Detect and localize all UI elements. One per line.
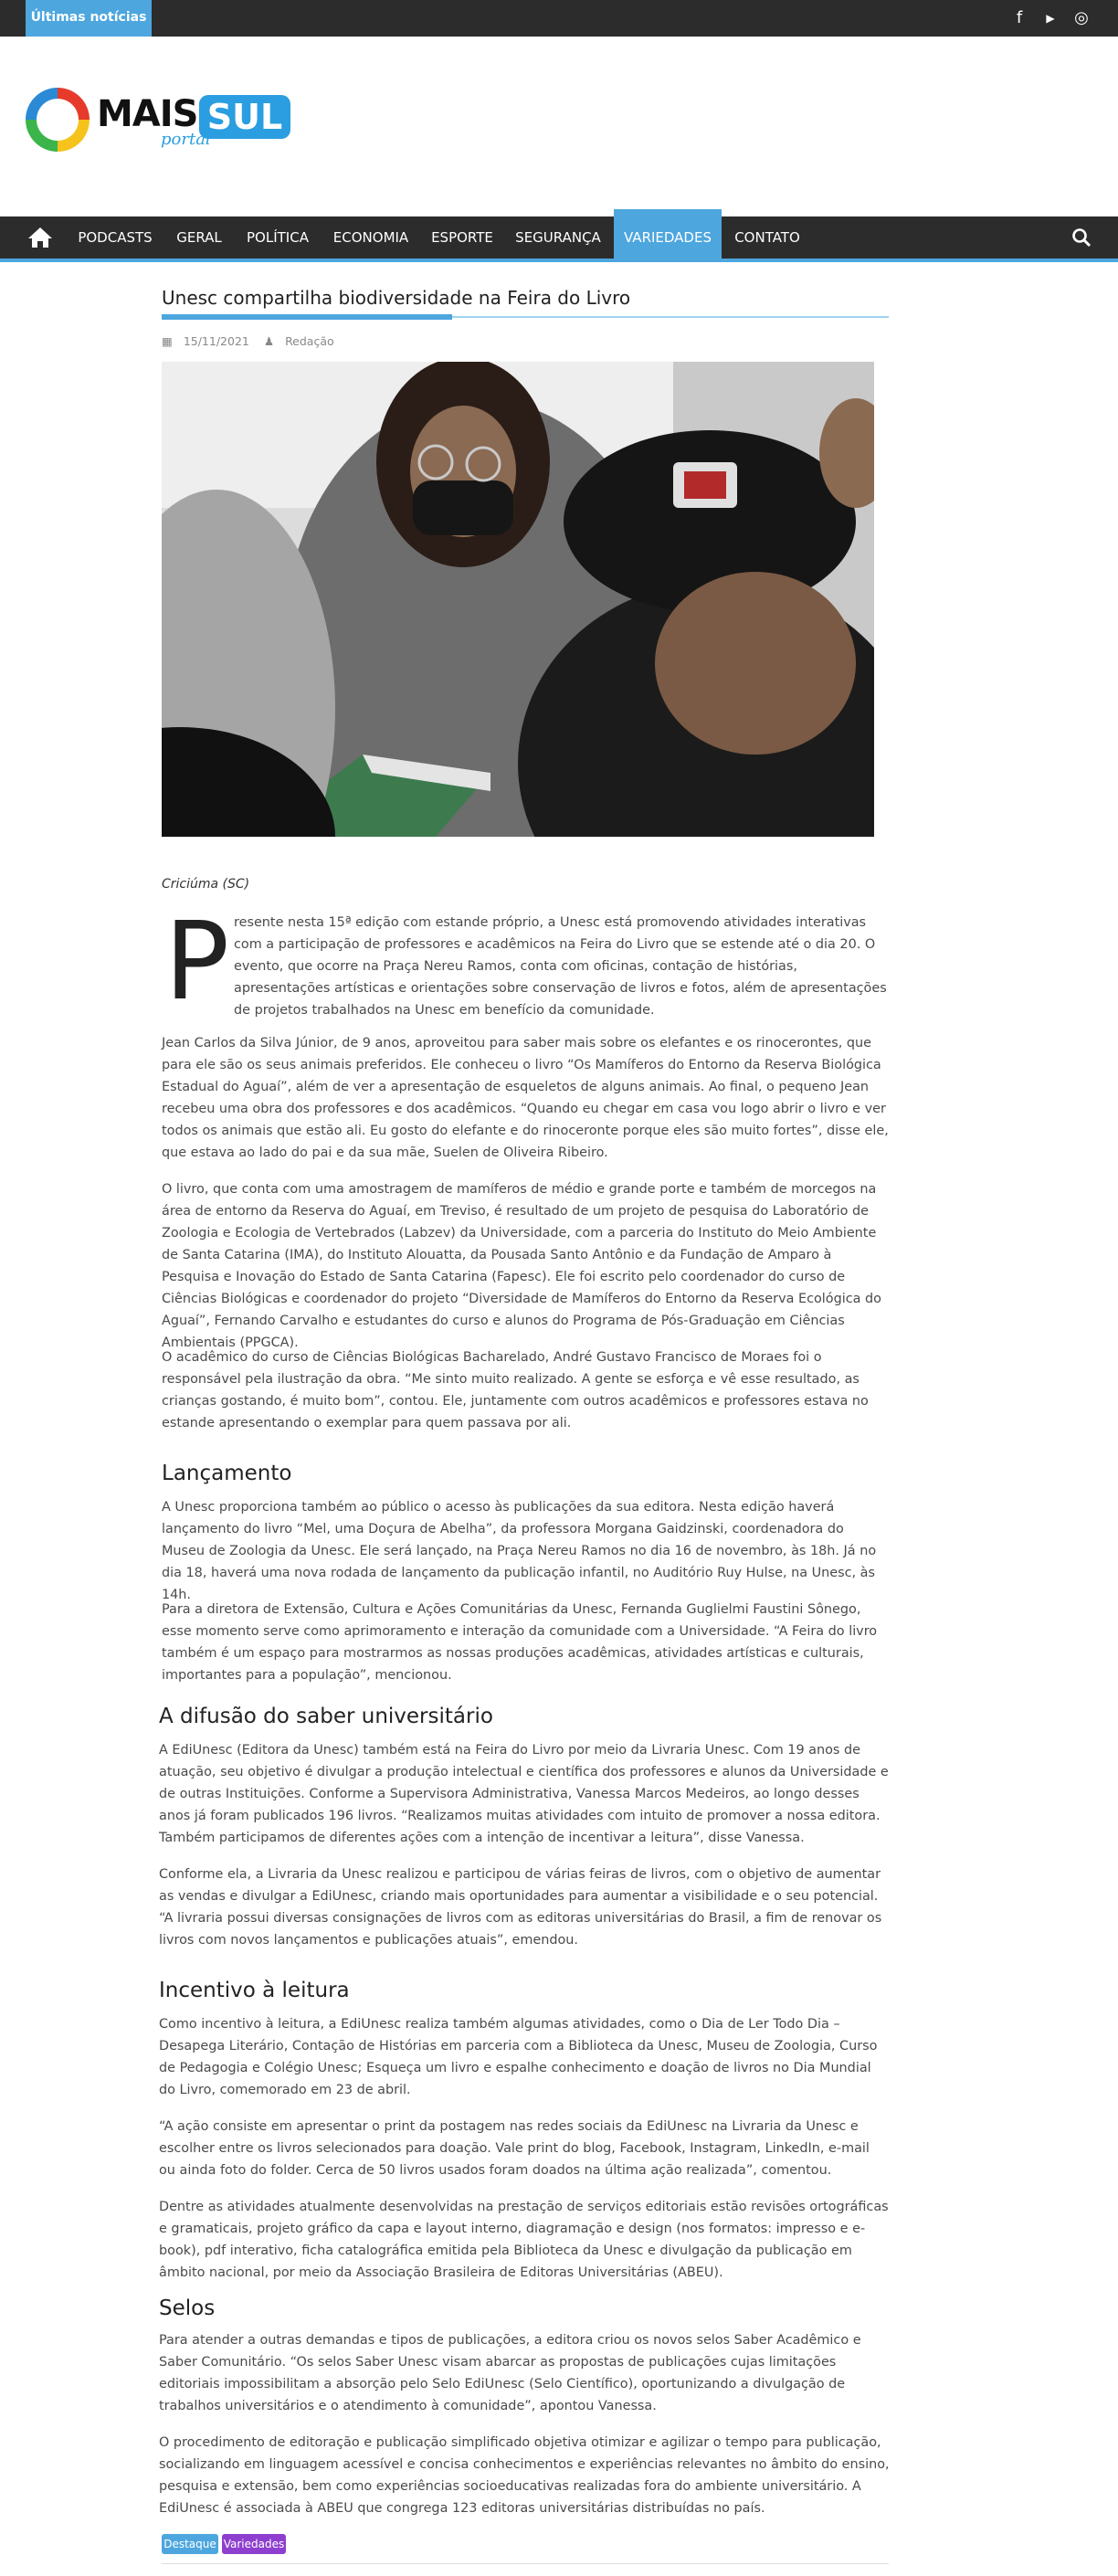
tag-destaque[interactable]: Destaque [162,2534,218,2554]
paragraph-12: Para atender a outras demandas e tipos de publicações, a editora criou os novos selos Saber Acadêmico e Saber Comunitário. “Os selos Saber Unesc visam abarcar as propostas de publicações cujas limitações editoriais impossibilitam a absorção pelo Selo EdiUnesc (Selo Científico), oportunizando a divulgação de trabalhos universitários e o atendimento à comunidade”, apontou Vanessa. [159,2333,861,2413]
article-photo [162,362,874,837]
article [162,274,889,837]
home-icon[interactable] [26,226,55,251]
paragraph-11: Dentre as atividades atualmente desenvolvidas na prestação de serviços editoriais estão revisões ortográficas e gramaticais, projeto gráfico da capa e layout interno, diagramação e design (nos formatos: impresso e e-book), pdf interativo, ficha catalográfica emitida pela Biblioteca da Unesc e divulgação da publicação em âmbito nacional, por meio da Associação Brasileira de Editoras Universitárias (ABEU). [159,2200,889,2280]
calendar-icon: ▦ [162,334,173,348]
top-bar [0,0,1118,37]
title-underline [162,316,889,318]
nav-item-politica[interactable]: POLÍTICA [247,229,309,246]
article-location: Criciúma (SC) [162,877,250,892]
heading-difusao: A difusão do saber universitário [159,1705,493,1728]
article-author[interactable]: Redação [285,334,334,348]
article-meta [162,334,889,353]
breaking-news-label[interactable]: Últimas notícias [26,0,152,37]
paragraph-1: resente nesta 15ª edição com estande próprio, a Unesc está promovendo atividades interativas com a participação de professores e acadêmicos na Feira do Livro que se estende até o dia 20. O evento, que ocorre na Praça Nereu Ramos, conta com oficinas, contação de histórias, apresentações artísticas e orientações sobre conservação de livros e fotos, além de apresentações de projetos trabalhados na Unesc em benefício da comunidade. [234,915,887,1018]
nav-item-variedades[interactable]: VARIEDADES [614,209,722,259]
logo-mais-text: MAIS [97,93,198,135]
article-date[interactable]: 15/11/2021 [183,334,249,348]
logo-portal-text: portal [161,130,211,149]
nav-item-economia[interactable]: ECONOMIA [332,229,409,246]
heading-selos: Selos [159,2296,216,2320]
youtube-icon[interactable]: ▶ [1046,12,1055,25]
main-navigation [0,216,1118,262]
paragraph-4: O acadêmico do curso de Ciências Biológicas Bacharelado, André Gustavo Francisco de Moraes foi o responsável pela ilustração da obra. “Me sinto muito realizado. A gente se esforça e vê esse resultado, as crianças gostando, é muito bom”, contou. Ele, juntamente com outros acadêmicos e professores estava no estande apresentando o exemplar para quem passava por ali. [162,1350,869,1431]
nav-item-podcasts[interactable]: PODCASTS [78,229,153,246]
paragraph-6: Para a diretora de Extensão, Cultura e Ações Comunitárias da Unesc, Fernanda Guglielmi Faustini Sônego, esse momento serve como aprimoramento e interação da comunidade com a Universidade. “A Feira do livro também é um espaço para mostrarmos as nossas produções acadêmicas, atividades artísticas e culturais, importantes para a população”, mencionou. [162,1602,878,1683]
heading-incentivo: Incentivo à leitura [159,1979,350,2002]
nav-item-geral[interactable]: GERAL [176,229,222,246]
nav-item-esporte[interactable]: ESPORTE [431,229,493,246]
drop-cap: P [164,898,230,1024]
nav-item-contato[interactable]: CONTATO [734,229,800,246]
paragraph-10: “A ação consiste em apresentar o print da postagem nas redes sociais da EdiUnesc na Livraria da Unesc e escolher entre os livros selecionados para doação. Vale print do blog, Facebook, Instagram, LinkedIn, e-mail ou ainda foto do folder. Cerca de 50 livros usados foram doados na última ação realizada”, comentou. [159,2119,870,2178]
heading-lancamento: Lançamento [162,1462,292,1485]
paragraph-3: O livro, que conta com uma amostragem de mamíferos de médio e grande porte e também de morcegos na área de entorno da Reserva do Aguaí, em Treviso, é resultado de um projeto de pesquisa do Laboratório de Zoologia e Ecologia de Vertebrados (Labzev) da Universidade, com a parceria do Instituto do Meio Ambiente de Santa Catarina (IMA), do Instituto Alouatta, da Pousada Santo Antônio e da Fundação de Amparo à Pesquisa e Inovação do Estado de Santa Catarina (Fapesc). Ele foi escrito pelo coordenador do curso de Ciências Biológicas e coordenador do projeto “Diversidade de Mamíferos do Entorno da Reserva Ecológica do Aguaí”, Fernando Carvalho e estudantes do curso e alunos do Programa de Pós-Graduação em Ciências Ambientais (PPGCA). [162,1182,881,1350]
paragraph-13: O procedimento de editoração e publicação simplificado objetiva otimizar e agilizar o tempo para publicação, socializando em linguagem acessível e concisa conhecimentos e experiências relevantes no âmbito do ensino, pesquisa e extensão, bem como experiências socioeducativas realizadas fora do ambiente universitário. A EdiUnesc é associada à ABEU que congrega 123 editoras universitárias distribuídas no país. [159,2435,890,2516]
paragraph-7: A EdiUnesc (Editora da Unesc) também está na Feira do Livro por meio da Livraria Unesc. Com 19 anos de atuação, seu objetivo é divulgar a produção intelectual e científica dos professores e alunos da Universidade e de outras Instituições. Conforme a Supervisora Administrativa, Vanessa Marcos Medeiros, ao longo desses anos já foram publicados 196 livros. “Realizamos muitas atividades com intuito de promover a nossa editora. Também participamos de diferentes ações com a intenção de incentivar a leitura”, disse Vanessa. [159,1743,889,1845]
logo-ring-icon [26,88,90,152]
paragraph-8: Conforme ela, a Livraria da Unesc realizou e participou de várias feiras de livros, com o objetivo de aumentar as vendas e divulgar a EdiUnesc, criando mais oportunidades para aumentar a visibilidade e o seu potencial. “A livraria possui diversas consignações de livros com as editoras universitárias do Brasil, a fim de renovar os livros com novos lançamentos e publicações atuais”, emendou. [159,1867,882,1948]
paragraph-5: A Unesc proporciona também ao público o acesso às publicações da sua editora. Nesta edição haverá lançamento do livro “Mel, uma Doçura de Abelha”, da professora Morgana Gaidzinski, coordenadora do Museu de Zoologia da Unesc. Ele será lançado, na Praça Nereu Ramos no dia 16 de novembro, às 18h. Já no dia 18, haverá uma nova rodada de lançamento da publicação infantil, no Auditório Ruy Hulse, na Unesc, às 14h. [162,1500,877,1602]
logo-sul-text: SUL [199,95,290,139]
user-icon: ♟ [263,334,275,348]
paragraph-9: Como incentivo à leitura, a EdiUnesc realiza também algumas atividades, como o Dia de Ler Todo Dia – Desapega Literário, Contação de Histórias em parceria com a Biblioteca da Unesc, Museu de Zoologia, Curso de Pedagogia e Colégio Unesc; Esqueça um livro e espalhe conhecimento e doação de livros no Dia Mundial do Livro, comemorado em 23 de abril. [159,2017,878,2097]
site-logo[interactable] [26,88,300,157]
tag-variedades[interactable]: Variedades [222,2534,286,2554]
paragraph-2: Jean Carlos da Silva Júnior, de 9 anos, aproveitou para saber mais sobre os elefantes e os rinocerontes, que para ele são os seus animais preferidos. Ele conheceu o livro “Os Mamíferos do Entorno da Reserva Biológica Estadual do Aguaí”, além de ver a apresentação de esqueletos de alguns animais. Ao final, o pequeno Jean recebeu uma obra dos professores e dos acadêmicos. “Quando eu chegar em casa vou logo abrir o livro e ver todos os animais que estão ali. Eu gosto do elefante e do rinoceronte porque eles são muito fortes”, disse ele, que estava ao lado do pai e da sua mãe, Suelen de Oliveira Ribeiro. [162,1036,889,1160]
article-title: Unesc compartilha biodiversidade na Feira do Livro [162,287,631,309]
nav-item-seguranca[interactable]: SEGURANÇA [515,229,601,246]
search-icon[interactable] [1071,227,1092,249]
instagram-icon[interactable]: ◎ [1074,8,1089,27]
divider [162,2563,889,2564]
facebook-icon[interactable]: f [1016,8,1023,27]
